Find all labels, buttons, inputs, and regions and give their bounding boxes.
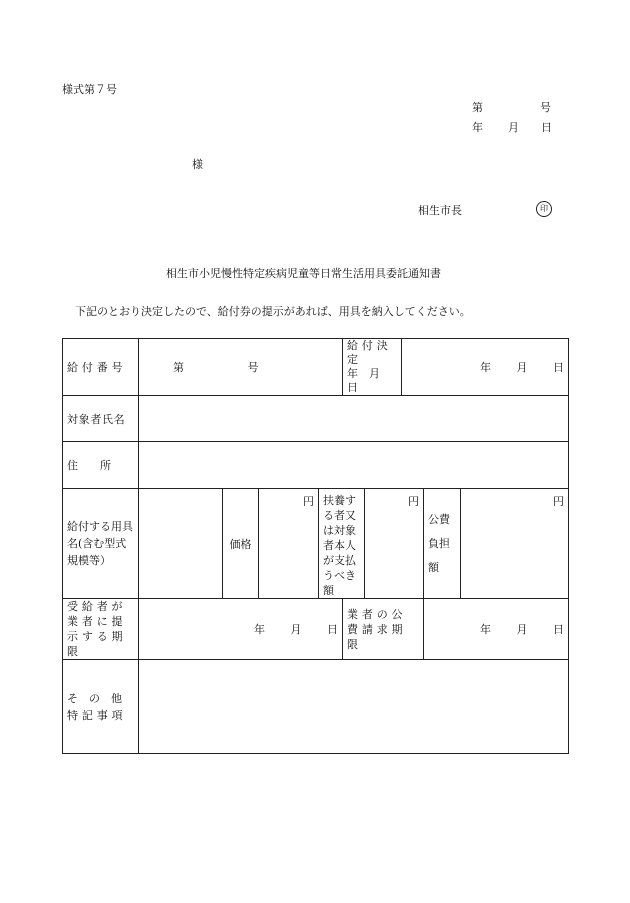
vendor-claim-deadline-field[interactable]: 年 月 日 xyxy=(424,599,569,660)
copay-label: 扶養する者又は対象者本人が支払うべき額 xyxy=(319,489,365,599)
benefit-number-prefix: 第 xyxy=(173,361,184,374)
benefit-number-suffix: 号 xyxy=(247,361,259,374)
copay-field[interactable] xyxy=(365,489,424,599)
intro-text: 下記のとおり決定したので、給付券の提示があれば、用具を納入してください。 xyxy=(75,305,471,318)
doc-number-prefix: 第 xyxy=(472,101,483,114)
address-label: 住 所 xyxy=(63,442,139,489)
notice-form-table xyxy=(62,338,569,754)
form-number: 様式第７号 xyxy=(62,83,117,96)
issuer-name: 相生市長 xyxy=(418,204,462,217)
price-label: 価格 xyxy=(223,489,259,599)
issue-date-month: 月 xyxy=(508,121,519,134)
equipment-name-field[interactable] xyxy=(139,489,223,599)
price-yen-unit: 円 xyxy=(303,495,314,508)
recipient-name-label: 対象者氏名 xyxy=(63,396,139,442)
vendor-claim-deadline-label: 業者の公費請求期限 xyxy=(343,599,424,660)
presentation-deadline-field[interactable]: 年 月 日 xyxy=(139,599,343,660)
price-field[interactable] xyxy=(259,489,319,599)
public-burden-label: 公費 負担額 xyxy=(424,489,461,599)
remarks-field[interactable] xyxy=(139,660,569,754)
row-remarks xyxy=(63,660,569,754)
row-deadlines xyxy=(63,599,569,660)
document-title: 相生市小児慢性特定疾病児童等日常生活用具委託通知書 xyxy=(166,267,441,280)
copay-yen-unit: 円 xyxy=(408,495,419,508)
doc-number-suffix: 号 xyxy=(540,101,551,114)
row-recipient-name xyxy=(63,396,569,442)
recipient-name-field[interactable] xyxy=(139,396,569,442)
row-equipment xyxy=(63,489,569,599)
addressee-suffix: 様 xyxy=(192,158,203,171)
decision-date-field[interactable]: 年 月 日 xyxy=(402,339,569,396)
row-benefit-number xyxy=(63,339,569,396)
public-burden-field[interactable] xyxy=(461,489,569,599)
benefit-number-field[interactable] xyxy=(139,339,343,396)
seal-icon: 印 xyxy=(536,201,552,217)
public-burden-yen-unit: 円 xyxy=(553,495,565,508)
presentation-deadline-label: 受給者が業者に提示する期限 xyxy=(63,599,139,660)
issue-date-year: 年 xyxy=(472,121,483,134)
benefit-number-label: 給付番号 xyxy=(63,339,139,396)
issue-date-day: 日 xyxy=(541,121,552,134)
address-field[interactable] xyxy=(139,442,569,489)
remarks-label: そ の 他 特記事項 xyxy=(63,660,139,754)
equipment-name-label: 給付する用具名(含む型式規模等） xyxy=(63,489,139,599)
row-address xyxy=(63,442,569,489)
decision-date-label: 給付決定 年 月 日 xyxy=(343,339,402,396)
